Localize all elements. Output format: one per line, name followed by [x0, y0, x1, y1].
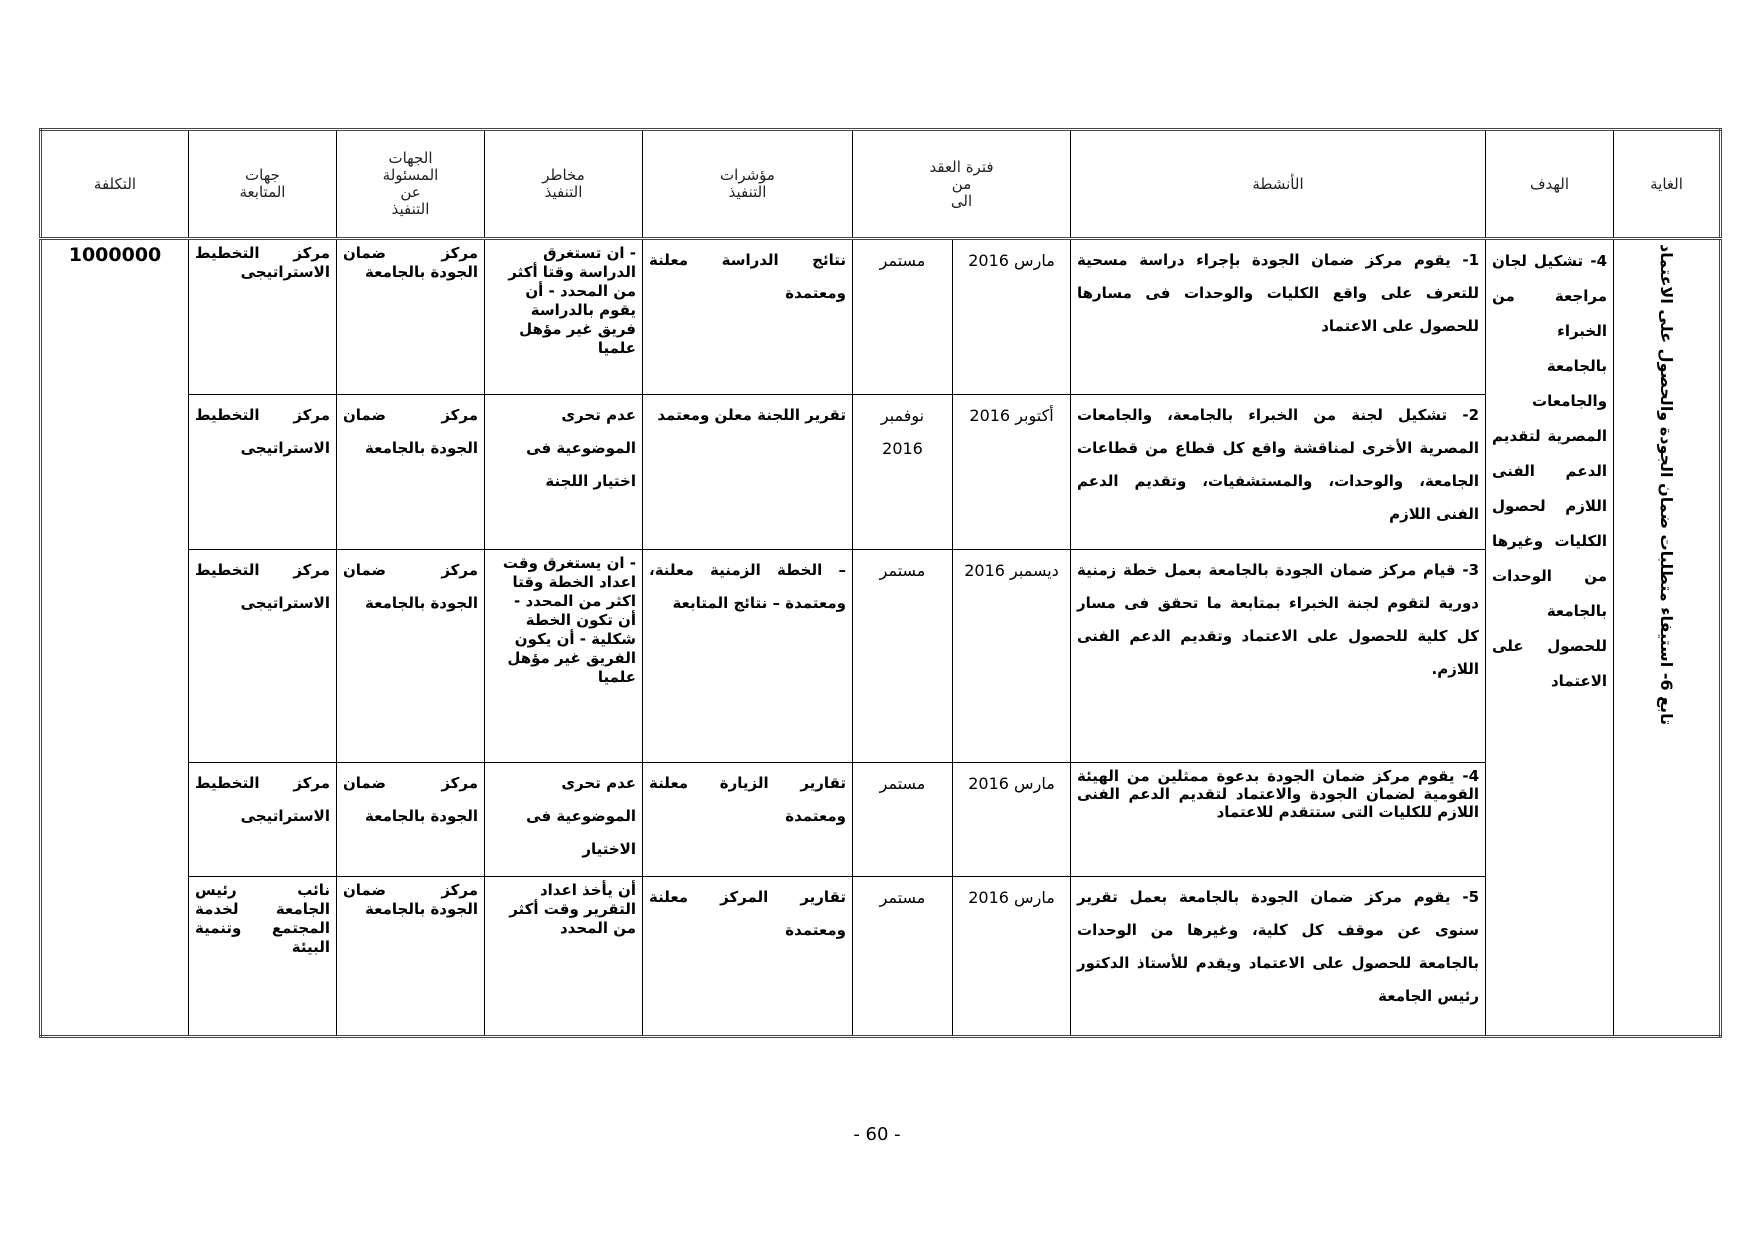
plan-table — [39, 128, 1722, 1038]
indicator-cell: – الخطة الزمنية معلنة، ومعتمدة – نتائج المتابعة — [643, 550, 853, 763]
header-followup: جهات المتابعة — [189, 130, 337, 239]
header-risks: مخاطر التنفيذ — [485, 130, 643, 239]
table-row — [41, 877, 1721, 1037]
responsible-cell: مركز ضمان الجودة بالجامعة — [337, 239, 485, 395]
plan-sheet — [39, 128, 1719, 1038]
header-responsible: الجهات المسئولة عن التنفيذ — [337, 130, 485, 239]
followup-cell: مركز التخطيط الاستراتيجى — [189, 763, 337, 877]
responsible-cell: مركز ضمان الجودة بالجامعة — [337, 550, 485, 763]
period-from: مارس 2016 — [953, 239, 1071, 395]
header-goal: الهدف — [1486, 130, 1614, 239]
period-to: مستمر — [853, 239, 953, 395]
risk-cell: عدم تحرى الموضوعية فى اختيار اللجنة — [485, 395, 643, 550]
period-from: مارس 2016 — [953, 877, 1071, 1037]
period-to: مستمر — [853, 763, 953, 877]
activity-cell: 2- تشكيل لجنة من الخبراء بالجامعة، والجامعات المصرية الأخرى لمناقشة واقع كل قطاع من قطاعات الجامعة، والوحدات، والمستشفيات، وتقديم الدعم الفنى اللازم — [1071, 395, 1486, 550]
header-row — [41, 130, 1721, 239]
header-aim: الغاية — [1614, 130, 1721, 239]
period-to: نوفمبر 2016 — [853, 395, 953, 550]
period-to: مستمر — [853, 550, 953, 763]
table-row — [41, 239, 1721, 395]
period-to: مستمر — [853, 877, 953, 1037]
header-period: فترة العقد من الى — [853, 130, 1071, 239]
activity-cell: 4- يقوم مركز ضمان الجودة بدعوة ممثلين من الهيئة القومية لضمان الجودة والاعتماد لتقديم الدعم الفنى اللازم للكليات التى ستتقدم للاعتماد — [1071, 763, 1486, 877]
indicator-cell: تقارير المركز معلنة ومعتمدة — [643, 877, 853, 1037]
period-from: مارس 2016 — [953, 763, 1071, 877]
responsible-cell: مركز ضمان الجودة بالجامعة — [337, 877, 485, 1037]
period-from: ديسمبر 2016 — [953, 550, 1071, 763]
header-activities: الأنشطة — [1071, 130, 1486, 239]
risk-cell: عدم تحرى الموضوعية فى الاختيار — [485, 763, 643, 877]
table-row — [41, 395, 1721, 550]
cost-cell: 1000000 — [41, 239, 189, 1037]
goal-cell: 4- تشكيل لجان مراجعة من الخبراء بالجامعة والجامعات المصرية لتقديم الدعم الفنى اللازم لحصول الكليات وغيرها من الوحدات بالجامعة للحصول على الاعتماد — [1486, 239, 1614, 1037]
risk-cell: - ان يستغرق وقت اعداد الخطة وقتا اكثر من المحدد - أن تكون الخطة شكلية - أن يكون الفريق غير مؤهل علميا — [485, 550, 643, 763]
responsible-cell: مركز ضمان الجودة بالجامعة — [337, 763, 485, 877]
activity-cell: 1- يقوم مركز ضمان الجودة بإجراء دراسة مسحية للتعرف على واقع الكليات والوحدات فى مسارها للحصول على الاعتماد — [1071, 239, 1486, 395]
page-number: - 60 - — [853, 1124, 901, 1145]
period-from: أكتوبر 2016 — [953, 395, 1071, 550]
followup-cell: مركز التخطيط الاستراتيجى — [189, 239, 337, 395]
followup-cell: مركز التخطيط الاستراتيجى — [189, 550, 337, 763]
aim-text: تابع 6- استيفاء متطلبات ضمان الجودة والحصول على الاعتماد — [1657, 244, 1677, 726]
header-indicators: مؤشرات التنفيذ — [643, 130, 853, 239]
risk-cell: - ان تستغرق الدراسة وقتا أكثر من المحدد - أن يقوم بالدراسة فريق غير مؤهل علميا — [485, 239, 643, 395]
indicator-cell: تقرير اللجنة معلن ومعتمد — [643, 395, 853, 550]
followup-cell: نائب رئيس الجامعة لخدمة المجتمع وتنمية البيئة — [189, 877, 337, 1037]
aim-cell — [1614, 239, 1721, 1037]
indicator-cell: تقارير الزيارة معلنة ومعتمدة — [643, 763, 853, 877]
table-row — [41, 763, 1721, 877]
header-cost: التكلفة — [41, 130, 189, 239]
activity-cell: 5- يقوم مركز ضمان الجودة بالجامعة بعمل تقرير سنوى عن موقف كل كلية، وغيرها من الوحدات بالجامعة للحصول على الاعتماد ويقدم للأستاذ الدكتور رئيس الجامعة — [1071, 877, 1486, 1037]
responsible-cell: مركز ضمان الجودة بالجامعة — [337, 395, 485, 550]
followup-cell: مركز التخطيط الاستراتيجى — [189, 395, 337, 550]
table-row — [41, 550, 1721, 763]
indicator-cell: نتائج الدراسة معلنة ومعتمدة — [643, 239, 853, 395]
activity-cell: 3- قيام مركز ضمان الجودة بالجامعة بعمل خطة زمنية دورية لتقوم لجنة الخبراء بمتابعة ما تحقق فى مسار كل كلية للحصول على الاعتماد وتقديم الدعم الفنى اللازم. — [1071, 550, 1486, 763]
risk-cell: أن يأخذ اعداد التقرير وقت أكثر من المحدد — [485, 877, 643, 1037]
